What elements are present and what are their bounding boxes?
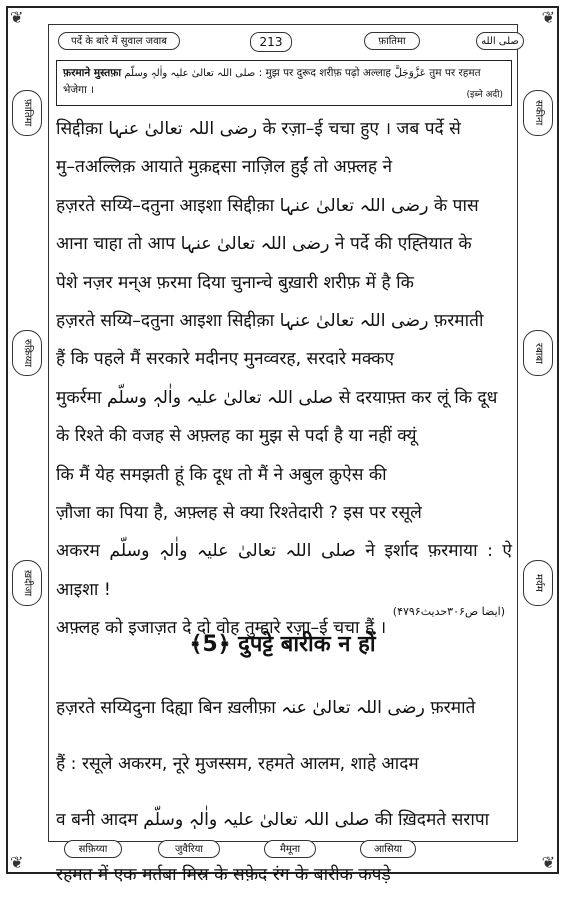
side-tab-right: रबाबा [523, 330, 553, 376]
footer-tab: आसिया [360, 840, 416, 858]
farman-box [56, 60, 512, 106]
side-tab-left: ख़दीजा [12, 560, 42, 606]
side-tab-left: रुक़िय्या [12, 330, 42, 376]
body-line: हज़रते सय्यिदुना दिह्या बिन ख़लीफ़ा رضی اللہ تعالیٰ عنہ फ़रमाते [56, 698, 476, 719]
farman-label: फ़रमाने मुस्तफ़ा [63, 67, 122, 79]
body-line: कि मैं येह समझती हूं कि दूध तो मैं ने अबुल क़ुऐस की [56, 464, 387, 485]
page-number: 213 [250, 32, 292, 52]
hadith-reference: (ایضا ص۳۰۶حدیث۴۷۹۶) [392, 605, 505, 618]
body-line: के रिश्ते की वजह से अफ़्लह का मुझ से पर्दा है या नहीं क्यूं [56, 426, 417, 447]
footer-tab: सफ़िय्या [64, 840, 122, 858]
body-line: सिद्दीक़ा رضی اللہ تعالیٰ عنہا के रज़ा–ई चचा हुए । जब पर्दे से [56, 119, 461, 139]
corner-ornament-icon: ❦ [541, 853, 555, 872]
body-line: हैं कि पहले मैं सरकारे मदीनए मुनव्वरह, सरदारे मक्कए [56, 349, 395, 370]
body-line: व बनी आदम صلی اللہ تعالیٰ علیہ واٰلہٖ وسلّم की ख़िदमते सरापा [56, 809, 490, 830]
body-line: मु–तअल्लिक़ आयाते मुक़द्दसा नाज़िल हुईं तो अफ़्लह ने [56, 157, 393, 178]
farman-arabic: صلی اللہ تعالیٰ علیہ واٰلہٖ وسلّم [124, 68, 256, 79]
book-title-tab: पर्दे के बारे में सुवाल जवाब [58, 32, 180, 50]
body-line: हज़रते सय्यि–दतुना आइशा सिद्दीक़ा رضی اللہ تعالیٰ عنہا के पास [56, 195, 479, 216]
body-line: हज़रते सय्यि–दतुना आइशा सिद्दीक़ा رضی اللہ تعالیٰ عنہا फ़रमाती [56, 311, 484, 332]
seal-tab: صلى الله [476, 32, 524, 50]
section-heading: ﴾5﴿ दुपट्टे बारीक न हों [189, 632, 376, 657]
corner-ornament-icon: ❦ [10, 853, 24, 872]
body-text-2 [56, 672, 512, 912]
farman-text: : मुझ पर दुरूद शरीफ़ पढ़ो अल्लाह عَزَّوَجَلَّ तुम पर रहमत भेजेगा । [63, 67, 481, 96]
body-text [56, 110, 512, 648]
body-line: पेशे नज़र मन्अ फ़रमा दिया चुनान्चे बुख़ारी शरीफ़ में है कि [56, 272, 414, 293]
body-line: मुकर्रमा صلی اللہ تعالیٰ علیہ واٰلہٖ وسلّم से दरयाफ़्त कर लूं कि दूध [56, 387, 498, 408]
body-line: अफ़्लह को इजाज़त दे दो वोह तुम्हारे रज़ा–ई चचा हैं । [56, 618, 387, 639]
footer-tab: जुवैरिया [158, 840, 220, 858]
body-line: अकरम صلی اللہ تعالیٰ علیہ واٰلہٖ وسلّم ने इर्शाद फ़रमाया : ऐ आइशा ! [56, 541, 512, 600]
body-line: ज़ौजा का पिया है, अफ़्लह से क्या रिश्तेदारी ? इस पर रसूले [56, 503, 422, 524]
corner-ornament-icon: ❦ [541, 8, 555, 27]
header-tab-right: फ़ातिमा [364, 32, 420, 50]
body-line: हैं : रसूले अकरम, नूरे मुजस्सम, रहमते आलम, शाहे आदम [56, 754, 419, 774]
side-tab-right: मर्यम [523, 560, 553, 606]
side-tab-right: सकीना [523, 90, 553, 136]
body-line: आना चाहा तो आप رضی اللہ تعالیٰ عنہا ने पर्दे की एह्तियात के [56, 234, 472, 255]
footer-tab: मैमूना [264, 840, 316, 858]
body-line: रहमत में एक मर्तबा मिस्र के सफ़ेद रंग के बारीक कपड़े [56, 865, 391, 886]
side-tab-left: फ़ातिमा [12, 90, 42, 136]
farman-source: (इब्ने अदी) [466, 90, 503, 100]
corner-ornament-icon: ❦ [10, 8, 24, 27]
